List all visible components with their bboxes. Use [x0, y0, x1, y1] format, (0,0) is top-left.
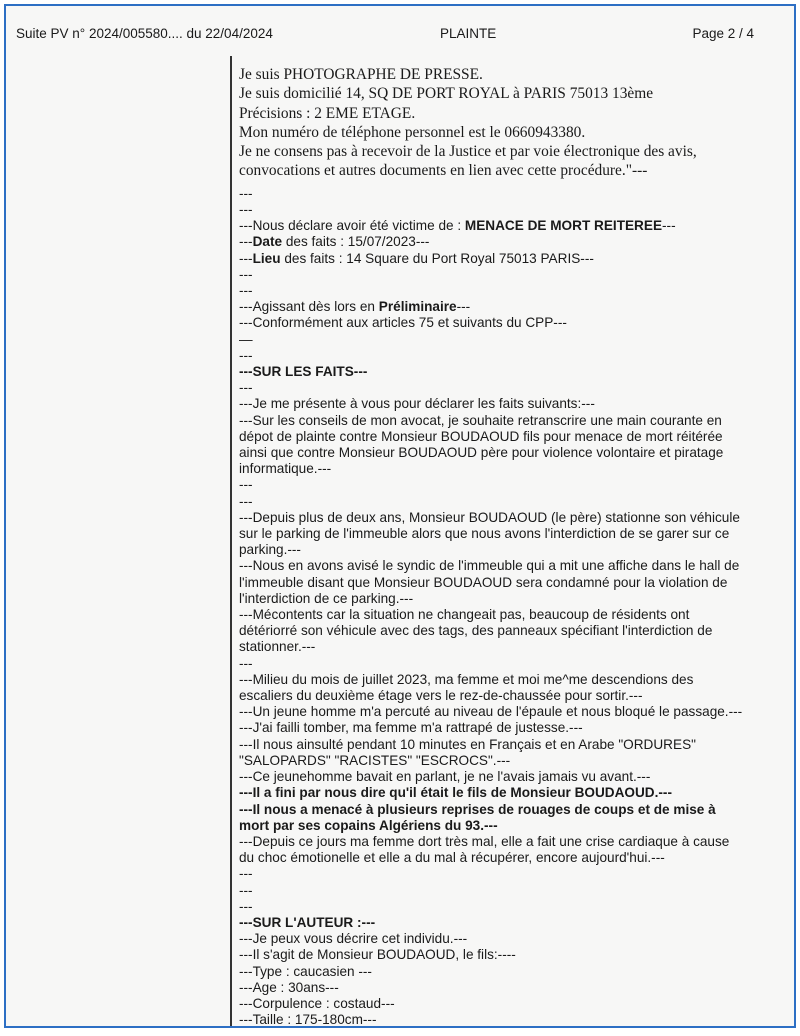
intro-line: Précisions : 2 EME ETAGE.	[239, 104, 416, 122]
text-line: ---Il nous ainsulté pendant 10 minutes en Français et en Arabe "ORDURES"	[239, 736, 696, 752]
text-line: ---Mécontents car la situation ne changeait pas, beaucoup de résidents ont	[239, 607, 690, 623]
text-line: informatique.---	[239, 461, 332, 477]
text-line: ---	[239, 185, 253, 201]
text-line: ---	[239, 347, 253, 363]
text-line: ---Corpulence : costaud---	[239, 995, 395, 1011]
text-line: ---Depuis plus de deux ans, Monsieur BOUDAOUD (le père) stationne son véhicule	[239, 509, 740, 525]
text-line: ---Depuis ce jours ma femme dort très mal, elle a fait une crise cardiaque à cause	[239, 833, 730, 849]
text-line: ---	[239, 477, 253, 493]
threat-statement	[239, 785, 779, 834]
margin-line	[230, 56, 232, 1026]
text-line: ---Type : caucasien ---	[239, 963, 372, 979]
document-page	[4, 4, 796, 1028]
text-line: ainsi que contre Monsieur BOUDAOUD père pour violence volontaire et piratage	[239, 445, 724, 461]
intro-line: Je suis PHOTOGRAPHE DE PRESSE.	[239, 66, 483, 83]
text-line: ---Il a fini par nous dire qu'il était le fils de Monsieur BOUDAOUD.---	[239, 785, 672, 801]
text-line: ---Il nous a menacé à plusieurs reprises de rouages de coups et de mise à	[239, 801, 716, 817]
faits-after-lines	[239, 834, 779, 915]
offense-type: MENACE DE MORT REITEREE	[464, 218, 663, 234]
section-heading-faits: ---SUR LES FAITS---	[239, 364, 368, 380]
intro-line: Je ne consens pas à recevoir de la Justice et par voie électronique des avis,	[239, 143, 697, 161]
text-line: ---Je peux vous décrire cet individu.---	[239, 931, 468, 947]
text-line: ---	[239, 493, 253, 509]
document-type: PLAINTE	[440, 26, 497, 41]
intro-line: convocations et autres documents en lien avec cette procédure."---	[239, 162, 648, 180]
text-line: ---Milieu du mois de juillet 2023, ma femme et moi me^me descendions des	[239, 671, 694, 687]
text-line: ---Conformément aux articles 75 et suivants du CPP---	[239, 315, 567, 331]
text-line: ---Taille : 175-180cm---	[239, 1012, 377, 1028]
text-line: ---Un jeune homme m'a percuté au niveau de l'épaule et nous bloqué le passage.---	[239, 704, 743, 720]
intro-line: Je suis domicilié 14, SQ DE PORT ROYAL à PARIS 75013 13ème	[239, 85, 654, 103]
text-line: ---	[239, 882, 253, 898]
date-line: ---Date des faits : 15/07/2023---	[239, 234, 430, 250]
text-line: ---	[239, 283, 253, 298]
offense-line: ---Nous déclare avoir été victime de : MENACE DE MORT REITEREE---	[239, 218, 676, 234]
text-line: parking.---	[239, 542, 301, 558]
text-line: ---	[239, 266, 253, 282]
text-line: escaliers du deuxième étage vers le rez-de-chaussée pour sortir.---	[239, 688, 643, 704]
intro-block	[239, 65, 779, 181]
text-line: ---	[239, 655, 253, 671]
text-line: ---J'ai failli tomber, ma femme m'a rattrapé de justesse.---	[239, 720, 583, 736]
text-line: ---Age : 30ans---	[239, 979, 339, 995]
text-line: dépot de plainte contre Monsieur BOUDAOUD fils pour menace de mort réitérée	[239, 428, 723, 444]
section-heading-auteur: ---SUR L'AUTEUR :---	[239, 914, 376, 930]
text-line: ---Je me présente à vous pour déclarer les faits suivants:---	[239, 396, 595, 412]
text-line: —	[239, 331, 253, 347]
text-line: ---Ce jeunehomme bavait en parlant, je ne l'avais jamais vu avant.---	[239, 769, 651, 785]
procedure-line: ---Agissant dès lors en Préliminaire---	[239, 299, 471, 315]
text-line: sur le parking de l'immeuble alors que nous avons l'interdiction de se garer sur ce	[239, 526, 730, 542]
text-line: "SALOPARDS" "RACISTES" "ESCROCS".---	[239, 752, 511, 768]
text-line: l'interdiction de ce parking.---	[239, 590, 414, 606]
declaration-block	[239, 186, 779, 1029]
page-number: Page 2 / 4	[692, 26, 754, 41]
document-body	[239, 65, 779, 1028]
text-line: ---Sur les conseils de mon avocat, je souhaite retranscrire une main courante en	[239, 412, 722, 428]
text-line: ---Nous en avons avisé le syndic de l'immeuble qui a mit une affiche dans le hall de	[239, 558, 740, 574]
place-line: ---Lieu des faits : 14 Square du Port Royal 75013 PARIS---	[239, 250, 594, 266]
text-line: détériorré son véhicule avec des tags, des panneaux spécifiant l'interdiction de	[239, 623, 713, 639]
text-line: du choc émotionelle et elle a du mal à récupérer, encore aujourd'hui.---	[239, 850, 665, 866]
page-header	[6, 26, 794, 46]
auteur-lines	[239, 931, 779, 1028]
text-line: ---	[239, 898, 253, 914]
text-line: ---	[239, 380, 253, 396]
text-line: ---	[239, 866, 253, 882]
text-line: ---Il s'agit de Monsieur BOUDAOUD, le fils:----	[239, 947, 516, 963]
text-line: mort par ses copains Algériens du 93.---	[239, 817, 498, 833]
text-line: ---	[239, 201, 253, 217]
faits-lines	[239, 380, 779, 785]
intro-line: Mon numéro de téléphone personnel est le 0660943380.	[239, 123, 586, 141]
text-line: l'immeuble disant que Monsieur BOUDAOUD sera condamné pour la violation de	[239, 574, 728, 590]
pv-reference: Suite PV n° 2024/005580.... du 22/04/2024	[16, 26, 273, 41]
text-line: stationner.---	[239, 639, 316, 655]
